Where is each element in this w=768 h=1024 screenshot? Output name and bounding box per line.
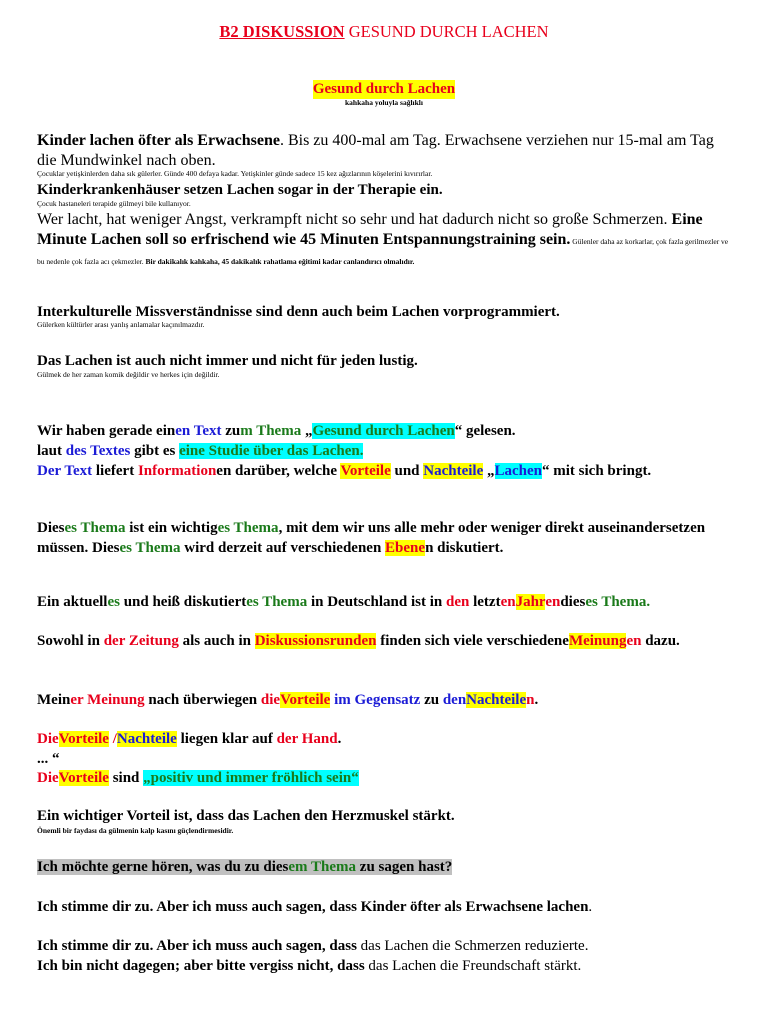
s1-ending: m xyxy=(240,423,253,439)
s10-part: sind xyxy=(108,770,144,786)
s2-part: gibt es xyxy=(130,443,180,459)
s5-part: und heiß diskutiert xyxy=(119,594,247,610)
paragraph-1-translation: Çocuklar yetişkinlerden daha sık gülerler. Günde 400 defaya kadar. Yetişkinler günde sadece 15 kez ağızlarının köşelerini kıvırırlar. xyxy=(37,169,433,178)
s1-part: Wir haben gerade ein xyxy=(37,423,176,439)
header-label: B2 DISKUSSION xyxy=(219,22,345,41)
paragraph-5: Das Lachen ist auch nicht immer und nicht für jeden lustig. xyxy=(37,353,418,369)
sentence-3 xyxy=(37,461,737,481)
sentence-8 xyxy=(37,729,737,749)
s3-highlight: Vorteile xyxy=(340,463,391,479)
text-title-translation: kahkaha yoluyla sağlıklı xyxy=(345,98,423,107)
s7-end: . xyxy=(534,692,539,708)
s5-part: Ein aktuell xyxy=(37,594,108,610)
s6-part: als auch in xyxy=(178,633,255,649)
s7-ending: n xyxy=(526,692,535,708)
s6-part: Sowohl in xyxy=(37,633,104,649)
paragraph-3-text: Wer lacht, hat weniger Angst, verkrampft nicht so sehr und hat dadurch nicht so große Schmerzen. xyxy=(37,211,672,228)
sentence-2 xyxy=(37,441,737,461)
s14-end: das Lachen die Schmerzen reduzierte. xyxy=(360,938,589,954)
sentence-14 xyxy=(37,936,737,956)
s10-highlight: Vorteile xyxy=(58,770,109,786)
s8-noun: der Hand xyxy=(276,731,338,747)
s3-noun: Information xyxy=(137,463,217,479)
sentence-5 xyxy=(37,592,737,612)
text-title: Gesund durch Lachen xyxy=(312,81,456,97)
sentence-7 xyxy=(37,690,737,710)
s8-slash: / xyxy=(108,731,117,747)
paragraph-2-translation: Çocuk hastaneleri terapide gülmeyi bile kullanıyor. xyxy=(37,199,191,208)
s4-part: ist ein wichtig xyxy=(125,520,218,536)
s7-part: Mein xyxy=(37,692,71,708)
s4-noun: es Thema xyxy=(217,520,279,536)
paragraph-4: Interkulturelle Missverständnisse sind denn auch beim Lachen vorprogrammiert. xyxy=(37,304,560,320)
s5-noun: es Thema xyxy=(246,594,308,610)
s8-highlight: Vorteile xyxy=(58,731,109,747)
s8-end: . xyxy=(337,731,342,747)
s5-ending: es xyxy=(107,594,120,610)
s7-noun: im Gegensatz xyxy=(330,692,421,708)
s1-noun: Thema xyxy=(256,423,302,439)
s5-highlight: Jahr xyxy=(515,594,546,610)
header-title: GESUND DURCH LACHEN xyxy=(344,22,549,41)
sentence-6 xyxy=(37,631,737,651)
paragraph-3-bold: Eine Minute Lachen soll so erfrischend wie 45 Minuten Entspannungstraining sein. xyxy=(37,211,703,248)
sentence-11-translation: Önemli bir faydası da gülmenin kalp kasını güçlendirmesidir. xyxy=(37,826,234,835)
s4-ending: n xyxy=(425,540,434,556)
s5-article: den xyxy=(446,594,470,610)
s1-quote: „ xyxy=(301,423,313,439)
s6-highlight: Diskussionsrunden xyxy=(254,633,377,649)
paragraph-4-translation: Gülerken kültürler arası yanlış anlamalar kaçınılmazdır. xyxy=(37,320,205,329)
paragraph-3-translation: Gülenler daha az korkarlar, çok fazla gerilmezler ve bu nedenle çok fazla acı çekmezler. xyxy=(37,237,729,266)
s7-article: den xyxy=(442,692,467,708)
s5-part: dies xyxy=(560,594,586,610)
s3-quote: „ xyxy=(483,463,495,479)
s1-noun: Text xyxy=(193,423,222,439)
sentence-9: ... “ xyxy=(37,751,60,767)
paragraph-3 xyxy=(37,210,737,270)
sentence-12 xyxy=(37,857,737,877)
s4-part: wird derzeit auf verschiedenen xyxy=(180,540,386,556)
s6-noun: der Zeitung xyxy=(103,633,179,649)
s4-end: diskutiert. xyxy=(433,540,504,556)
s13-end: . xyxy=(588,899,593,915)
s4-part: Dies xyxy=(37,520,65,536)
s15-end: das Lachen die Freundschaft stärkt. xyxy=(368,958,582,974)
s4-noun: es Thema xyxy=(64,520,126,536)
s10-highlight: „positiv und immer fröhlich sein“ xyxy=(143,770,359,786)
s1-part: zu xyxy=(221,423,241,439)
s3-part: und xyxy=(390,463,424,479)
s13-part: Ich stimme dir zu. Aber ich muss auch sagen, dass Kinder öfter als Erwachsene lachen xyxy=(37,899,589,915)
sentence-12-highlight xyxy=(37,859,452,875)
s4-highlight: Ebene xyxy=(385,540,426,556)
s7-article: die xyxy=(260,692,281,708)
s12-part: Ich möchte gerne hören, was du zu dies xyxy=(37,859,289,875)
s2-highlight: eine Studie über das Lachen. xyxy=(179,443,364,459)
sentence-15 xyxy=(37,956,737,976)
s7-part: nach überwiegen xyxy=(144,692,261,708)
sentence-10 xyxy=(37,768,737,788)
s5-part: letzt xyxy=(469,594,501,610)
s4-part: , mit dem wir uns alle mehr oder weniger direkt auseinandersetzen müssen. Dies xyxy=(37,520,706,556)
s3-end: “ mit sich bringt. xyxy=(542,463,652,479)
s5-part: in Deutschland ist in xyxy=(307,594,447,610)
s1-ending: en xyxy=(175,423,191,439)
s12-noun: em Thema xyxy=(288,859,357,875)
s7-highlight: Nachteile xyxy=(466,692,527,708)
s6-ending: en xyxy=(626,633,642,649)
s3-part: liefert xyxy=(92,463,138,479)
s5-ending: es xyxy=(585,594,598,610)
s6-end: dazu. xyxy=(641,633,680,649)
s1-end: “ gelesen. xyxy=(454,423,516,439)
sentence-4 xyxy=(37,518,737,558)
s12-end: zu sagen hast? xyxy=(356,859,453,875)
s5-ending: en xyxy=(545,594,561,610)
s6-part: finden sich viele verschiedene xyxy=(376,633,569,649)
s2-noun: des Textes xyxy=(65,443,131,459)
s2-part: laut xyxy=(37,443,66,459)
paragraph-1-text: . Bis zu 400-mal am Tag. Erwachsene verziehen nur 15-mal am Tag die Mundwinkel nach oben. xyxy=(37,132,714,169)
s6-highlight: Meinung xyxy=(568,633,627,649)
text-title-block xyxy=(0,80,768,108)
s3-noun: Der Text xyxy=(37,463,93,479)
s7-part: zu xyxy=(420,692,443,708)
sentence-1 xyxy=(37,421,737,441)
s4-noun: es Thema xyxy=(119,540,181,556)
paragraph-1-bold: Kinder lachen öfter als Erwachsene xyxy=(37,132,280,149)
paragraph-1 xyxy=(37,131,737,171)
s1-highlight: Gesund durch Lachen xyxy=(312,423,455,439)
paragraph-3-translation-bold: Bir dakikalık kahkaha, 45 dakikalık rahatlama eğitimi kadar canlandırıcı olmalıdır. xyxy=(145,257,415,266)
s3-highlight: Lachen xyxy=(494,463,543,479)
s3-part: en darüber, welche xyxy=(216,463,341,479)
document-header xyxy=(0,22,768,42)
s5-noun: Thema. xyxy=(601,594,651,610)
s10-article: Die xyxy=(37,770,59,786)
s14-part: Ich stimme dir zu. Aber ich muss auch sagen, dass xyxy=(37,938,361,954)
sentence-13 xyxy=(37,897,737,917)
s5-ending: en xyxy=(500,594,516,610)
s8-highlight: Nachteile xyxy=(116,731,177,747)
s7-noun: er Meinung xyxy=(70,692,145,708)
s8-part: liegen klar auf xyxy=(176,731,277,747)
paragraph-2: Kinderkrankenhäuser setzen Lachen sogar in der Therapie ein. xyxy=(37,182,443,198)
sentence-11: Ein wichtiger Vorteil ist, dass das Lachen den Herzmuskel stärkt. xyxy=(37,808,455,824)
paragraph-5-translation: Gülmek de her zaman komik değildir ve herkes için değildir. xyxy=(37,370,220,379)
s8-article: Die xyxy=(37,731,59,747)
s3-highlight: Nachteile xyxy=(423,463,484,479)
s7-highlight: Vorteile xyxy=(280,692,331,708)
s15-part: Ich bin nicht dagegen; aber bitte vergiss nicht, dass xyxy=(37,958,369,974)
